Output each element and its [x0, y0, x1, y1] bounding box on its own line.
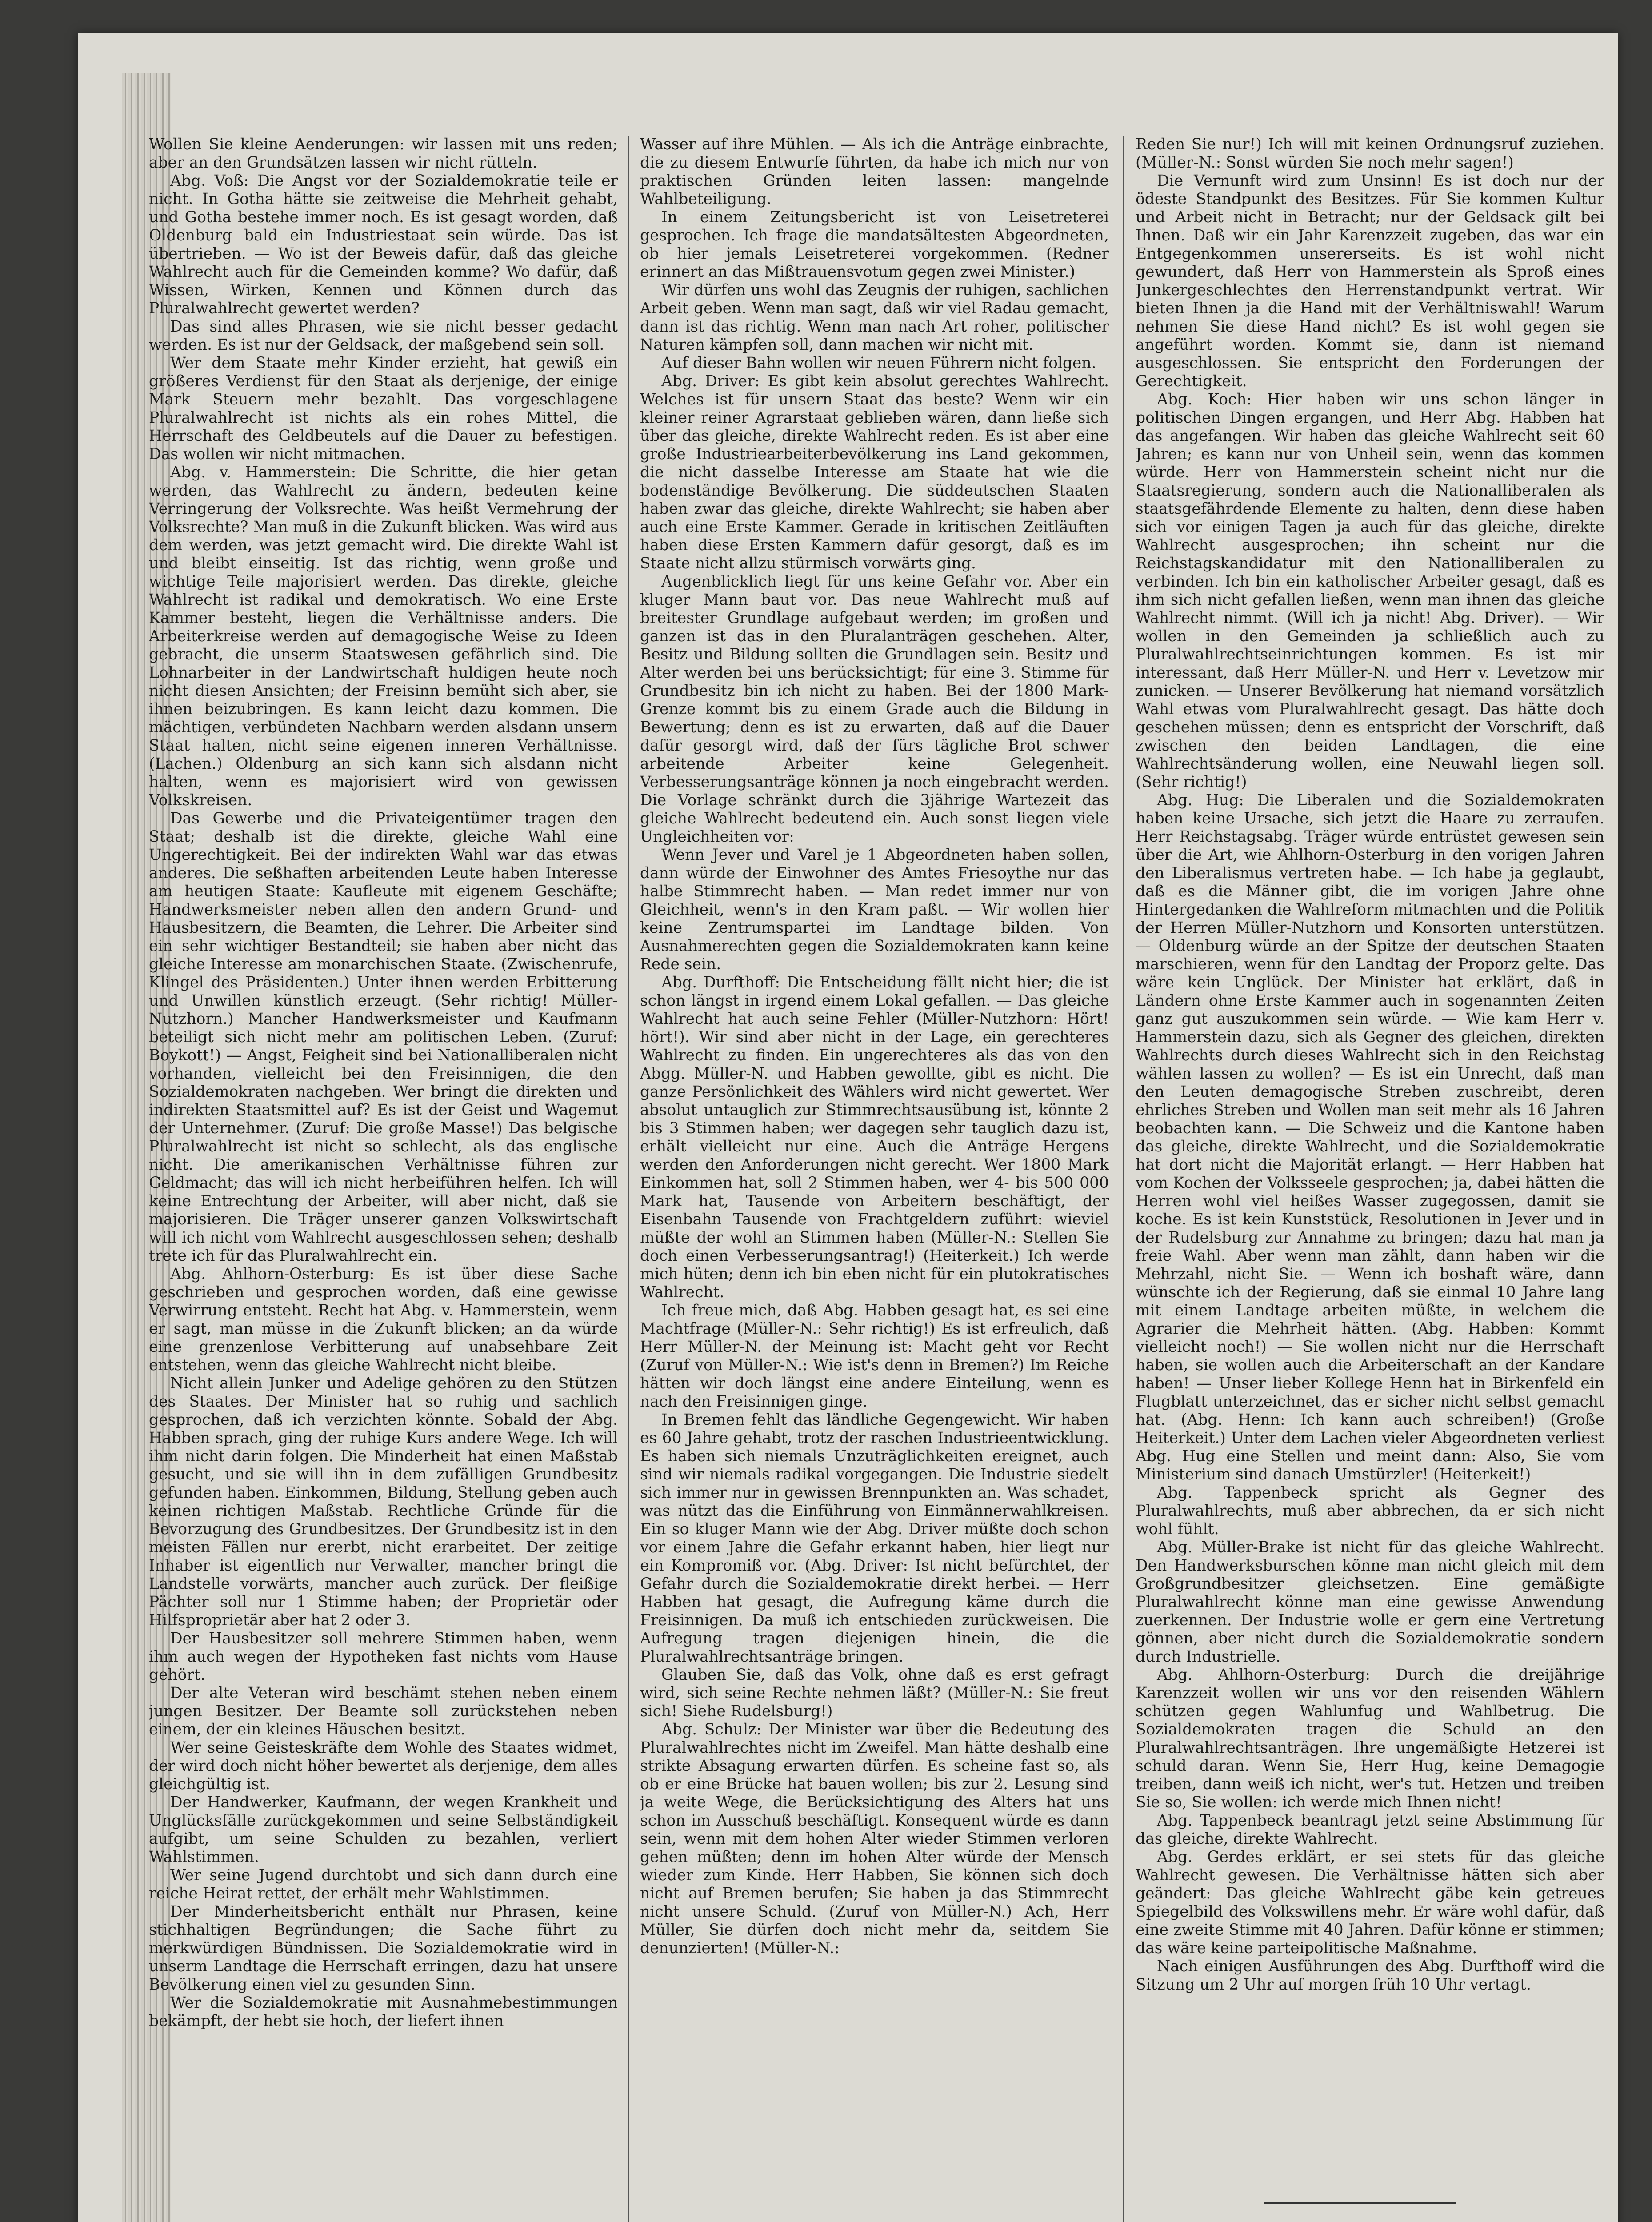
paragraph: Glauben Sie, daß das Volk, ohne daß es erst gefragt wird, sich seine Rechte nehmen läßt? (Müller-N.: Sie freut sich! Siehe Rudelsburg!): [640, 1666, 1109, 1720]
paragraph: Wir dürfen uns wohl das Zeugnis der ruhigen, sachlichen Arbeit geben. Wenn man sagt, daß wir viel Radau gemacht, dann ist das richtig. Wenn man nach Art roher, politischer Naturen kämpfen soll, dann machen wir nicht mit.: [640, 281, 1109, 354]
paragraph: Wasser auf ihre Mühlen. — Als ich die Anträge einbrachte, die zu diesem Entwurfe führten, da habe ich mich nur von praktischen Gründen leiten lassen: mangelnde Wahlbeteiligung.: [640, 136, 1109, 208]
paragraph: Die Vernunft wird zum Unsinn! Es ist doch nur der ödeste Standpunkt des Besitzes. Für Sie kommen Kultur und Arbeit nicht in Betracht; nur der Geldsack gilt bei Ihnen. Daß wir ein Jahr Karenzzeit zugeben, das war ein Entgegenkommen unsererseits. Es ist wohl nicht gewundert, daß Herr von Hammerstein als Sproß eines Junkergeschlechtes den Herrenstandpunkt vertrat. Wir bieten Ihnen ja die Hand mit der Verhältniswahl! Warum nehmen Sie diese Hand nicht? Es ist wohl gegen sie angeführt worden. Kommt sie, dann ist niemand ausgeschlossen. Sie entspricht den Forderungen der Gerechtigkeit.: [1136, 172, 1604, 390]
paragraph: Abg. Hug: Die Liberalen und die Sozialdemokraten haben keine Ursache, sich jetzt die Haare zu zerraufen. Herr Reichstagsabg. Träger würde entrüstet gewesen sein über die Art, wie Ahlhorn-Osterburg in den vorigen Jahren den Liberalismus vertreten habe. — Ich habe ja geglaubt, daß es die Männer gibt, die im vorigen Jahre ohne Hintergedanken die Wahlreform mitmachten und die Politik der Herren Müller-Nutzhorn und Konsorten unterstützen. — Oldenburg würde an der Spitze der deutschen Staaten marschieren, wenn für den Landtag der Proporz gelte. Das wäre kein Unglück. Der Minister hat erklärt, daß in Ländern ohne Erste Kammer auch in sogenannten Zeiten ganz gut auszukommen sein würde. — Wie kam Herr v. Hammerstein dazu, sich als Gegner des gleichen, direkten Wahlrechts durch dieses Wahlrecht sich in den Reichstag wählen lassen zu wollen? — Es ist ein Unrecht, daß man den Leuten demagogische Streben zuschreibt, deren ehrliches Streben und Wollen man seit mehr als 16 Jahren beobachten kann. — Die Schweiz und die Kantone haben das gleiche, direkte Wahlrecht, und die Sozialdemokratie hat dort nicht die Majorität erlangt. — Herr Habben hat vom Kochen der Volksseele gesprochen; ja, dabei hätten die Herren wohl viel heißes Wasser zugegossen, damit sie koche. Es ist kein Kunststück, Resolutionen in Jever und in der Rudelsburg zur Annahme zu bringen; dazu hat man ja freie Wahl. Aber wenn man zählt, dann haben wir die Mehrzahl, nicht Sie. — Wenn ich boshaft wäre, dann wünschte ich der Regierung, daß sie einmal 10 Jahre lang mit einem Landtage arbeiten müßte, in welchem die Agrarier die Mehrheit hätten. (Abg. Habben: Kommt vielleicht noch!) — Sie wollen nicht nur die Herrschaft haben, sie wollen auch die Arbeiterschaft an der Kandare haben! — Unser lieber Kollege Henn hat in Birkenfeld ein Flugblatt unterzeichnet, das er sicher nicht selbst gemacht hat. (Abg. Henn: Ich kann auch schreiben!) (Große Heiterkeit.) Unter dem Lachen vieler Abgeordneten verliest Abg. Hug eine Stellen und meint dann: Also, Sie vom Ministerium sind danach Umstürzler! (Heiterkeit!): [1136, 791, 1604, 1483]
paragraph: Abg. Driver: Es gibt kein absolut gerechtes Wahlrecht. Welches ist für unsern Staat das beste? Wenn wir ein kleiner reiner Agrarstaat geblieben wären, dann ließe sich über das gleiche, direkte Wahlrecht reden. Es ist aber eine große Industriearbeiterbevölkerung ins Land gekommen, die nicht dasselbe Interesse am Staate hat wie die bodenständige Bevölkerung. Die süddeutschen Staaten haben zwar das gleiche, direkte Wahlrecht; sie haben aber auch eine Erste Kammer. Gerade in kritischen Zeitläuften haben diese Ersten Kammern dafür gesorgt, daß es im Staate nicht allzu stürmisch vorwärts ging.: [640, 372, 1109, 572]
paragraph: Abg. Koch: Hier haben wir uns schon länger in politischen Dingen ergangen, und Herr Abg. Habben hat das angefangen. Wir haben das gleiche Wahlrecht seit 60 Jahren; es kann nur von Unheil sein, wenn das kommen würde. Herr von Hammerstein scheint nicht nur die Staatsregierung, sondern auch die Nationalliberalen als staatsgefährdende Elemente zu halten, denn diese haben sich vor einigen Tagen ja auch für das gleiche, direkte Wahlrecht ausgesprochen; ihn scheint nur die Reichstagskandidatur mit den Nationalliberalen zu verbinden. Ich bin ein katholischer Arbeiter gesagt, daß es ihm sich nicht gefallen ließen, wenn man ihnen das gleiche Wahlrecht nimmt. (Will ich ja nicht! Abg. Driver). — Wir wollen in den Gemeinden ja schließlich auch zu Pluralwahlrechtseinrichtungen kommen. Es ist mir interessant, daß Herr Müller-N. und Herr v. Levetzow mir zunicken. — Unserer Bevölkerung hat niemand vorsätzlich Wahl etwas vom Pluralwahlrecht gesagt. Das hätte doch geschehen müssen; denn es entspricht der Vorschrift, daß zwischen den beiden Landtagen, die eine Wahlrechtsänderung wollen, eine Neuwahl liegen soll. (Sehr richtig!): [1136, 391, 1604, 791]
paragraph: Abg. v. Hammerstein: Die Schritte, die hier getan werden, das Wahlrecht zu ändern, bedeuten keine Verringerung der Volksrechte. Was heißt Vermehrung der Volksrechte? Man muß in die Zukunft blicken. Was wird aus dem werden, was jetzt gemacht wird. Die direkte Wahl ist und bleibt einseitig. Ist das richtig, wenn große und wichtige Teile majorisiert werden. Das direkte, gleiche Wahlrecht ist radikal und demokratisch. Wo eine Erste Kammer besteht, liegen die Verhältnisse anders. Die Arbeiterkreise werden auf demagogische Weise zu Ideen gebracht, die unserm Staatswesen gefährlich sind. Die Lohnarbeiter in der Landwirtschaft huldigen heute noch nicht diesen Ansichten; der Freisinn bemüht sich aber, sie ihnen beizubringen. Es kann leicht dazu kommen. Die mächtigen, verbündeten Nachbarn werden alsdann unsern Staat halten, nicht seine eigenen inneren Verhältnisse. (Lachen.) Oldenburg an sich kann sich alsdann nicht halten, wenn es majorisiert wird von gewissen Volkskreisen.: [149, 464, 618, 809]
column-divider: [628, 136, 629, 2222]
paragraph: Das Gewerbe und die Privateigentümer tragen den Staat; deshalb ist die direkte, gleiche Wahl eine Ungerechtigkeit. Bei der indirekten Wahl war das etwas anderes. Die seßhaften arbeitenden Leute haben Interesse am heutigen Staate: Kaufleute mit eigenem Geschäfte; Handwerksmeister neben allen den andern Grund- und Hausbesitzern, die Beamten, die Lehrer. Die Arbeiter sind ein sehr wichtiger Bestandteil; sie haben aber nicht das gleiche Interesse am monarchischen Staate. (Zwischenrufe, Klingel des Präsidenten.) Unter ihnen werden Erbitterung und Unwillen künstlich erzeugt. (Sehr richtig! Müller-Nutzhorn.) Mancher Handwerksmeister und Kaufmann beteiligt sich nicht mehr am politischen Leben. (Zuruf: Boykott!) — Angst, Feigheit sind bei Nationalliberalen nicht vorhanden, vielleicht bei den Freisinnigen, die den Sozialdemokraten nachgeben. Wer bringt die direkten und indirekten Staatsmittel auf? Es ist der Geist und Wagemut der Unternehmer. (Zuruf: Die große Masse!) Das belgische Pluralwahlrecht ist nicht so schlecht, als das englische nicht. Die amerikanischen Verhältnisse führen zur Geldmacht; das will ich nicht herbeiführen helfen. Ich will keine Entrechtung der Arbeiter, will aber nicht, daß sie majorisieren. Die Träger unserer ganzen Volkswirtschaft will ich nicht vom Wahlrecht ausgeschlossen sehen; deshalb trete ich für das Pluralwahlrecht ein.: [149, 810, 618, 1265]
paragraph: Abg. Müller-Brake ist nicht für das gleiche Wahlrecht. Den Handwerksburschen könne man nicht gleich mit dem Großgrundbesitzer gleichsetzen. Eine gemäßigte Pluralwahlrecht könne man eine gewisse Anwendung zuerkennen. Der Industrie wolle er gern eine Vertretung gönnen, aber nicht durch die Sozialdemokratie sondern durch Industrielle.: [1136, 1539, 1604, 1666]
paragraph: Abg. Ahlhorn-Osterburg: Durch die dreijährige Karenzzeit wollen wir uns vor den reisenden Wählern schützen gegen Wahlunfug und Wahlbetrug. Die Sozialdemokraten tragen die Schuld an den Pluralwahlrechtsanträgen. Ihre ungemäßigte Hetzerei ist schuld daran. Wenn Sie, Herr Hug, keine Demagogie treiben, dann weiß ich nicht, wer's tut. Hetzen und treiben Sie so, Sie wollen: ich werde mich Ihnen nicht!: [1136, 1666, 1604, 1811]
paragraph: Wer die Sozialdemokratie mit Ausnahmebestimmungen bekämpft, der hebt sie hoch, der liefert ihnen: [149, 1994, 618, 2030]
paragraph: Der alte Veteran wird beschämt stehen neben einem jungen Besitzer. Der Beamte soll zurückstehen neben einem, der ein kleines Häuschen besitzt.: [149, 1684, 618, 1738]
paragraph: Nicht allein Junker und Adelige gehören zu den Stützen des Staates. Der Minister hat so ruhig und sachlich gesprochen, daß ich verzichten könnte. Sobald der Abg. Habben sprach, ging der ruhige Kurs andere Wege. Ich will ihm nicht darin folgen. Die Minderheit hat einen Maßstab gesucht, und sie will ihn in dem zufälligen Grundbesitz gefunden haben. Einkommen, Bildung, Stellung geben auch keinen richtigen Maßstab. Rechtliche Gründe für die Bevorzugung des Grundbesitzes. Der Grundbesitz ist in den meisten Fällen nur ererbt, nicht erarbeitet. Der zeitige Inhaber ist eigentlich nur Verwalter, mancher bringt die Landstelle vorwärts, mancher auch zurück. Der fleißige Pächter soll nur 1 Stimme haben; der Proprietär oder Hilfsproprietär aber hat 2 oder 3.: [149, 1375, 618, 1629]
paragraph: Wer seine Geisteskräfte dem Wohle des Staates widmet, der wird doch nicht höher bewertet als derjenige, dem alles gleichgültig ist.: [149, 1739, 618, 1793]
paragraph: Wenn Jever und Varel je 1 Abgeordneten haben sollen, dann würde der Einwohner des Amtes Friesoythe nur das halbe Stimmrecht haben. — Man redet immer nur von Gleichheit, wenn's in den Kram paßt. — Wir wollen hier keine Zentrumspartei im Landtage bilden. Von Ausnahmerechten gegen die Sozialdemokraten kann keine Rede sein.: [640, 846, 1109, 973]
paragraph: Wollen Sie kleine Aenderungen: wir lassen mit uns reden; aber an den Grundsätzen lassen wir nicht rütteln.: [149, 136, 618, 172]
paragraph: In Bremen fehlt das ländliche Gegengewicht. Wir haben es 60 Jahre gehabt, trotz der raschen Industrieentwicklung. Es haben sich niemals Unzuträglichkeiten ereignet, auch sind wir niemals radikal vorgegangen. Die Industrie siedelt sich immer nur in gewissen Brennpunkten an. Was schadet, was nützt das die Einführung von Einmännerwahlkreisen. Ein so kluger Mann wie der Abg. Driver müßte doch schon vor einem Jahre die Gefahr erkannt haben, hier liegt nur ein Kompromiß vor. (Abg. Driver: Ist nicht befürchtet, der Gefahr durch die Sozialdemokratie direkt herbei. — Herr Habben hat gesagt, die Aufregung käme durch die Freisinnigen. Da muß ich entschieden zurückweisen. Die Aufregung tragen diejenigen hinein, die die Pluralwahlrechtsanträge bringen.: [640, 1411, 1109, 1666]
text-column-2: [640, 136, 1109, 2222]
paragraph: Reden Sie nur!) Ich will mit keinen Ordnungsruf zuziehen. (Müller-N.: Sonst würden Sie noch mehr sagen!): [1136, 136, 1604, 172]
paragraph: Wer dem Staate mehr Kinder erzieht, hat gewiß ein größeres Verdienst für den Staat als derjenige, der einige Mark Steuern mehr bezahlt. Das vorgeschlagene Pluralwahlrecht ist nichts als ein rohes Mittel, die Herrschaft des Geldbeutels auf die Dauer zu befestigen. Das wollen wir nicht mitmachen.: [149, 354, 618, 463]
paragraph: Auf dieser Bahn wollen wir neuen Führern nicht folgen.: [661, 354, 1096, 372]
end-of-article-rule: [1264, 2202, 1456, 2204]
paragraph: Abg. Durfthoff: Die Entscheidung fällt nicht hier; die ist schon längst in irgend einem Lokal gefallen. — Das gleiche Wahlrecht hat auch seine Fehler (Müller-Nutzhorn: Hört! hört!). Wir sind aber nicht in der Lage, ein gerechteres Wahlrecht zu finden. Ein ungerechteres als das von den Abgg. Müller-N. und Habben gewollte, gibt es nicht. Die ganze Persönlichkeit des Wählers wird nicht gewertet. Wer absolut untauglich zur Stimmrechtsausübung ist, könnte 2 bis 3 Stimmen haben; wer dagegen sehr tauglich dazu ist, erhält vielleicht nur eine. Auch die Anträge Hergens werden den Anforderungen nicht gerecht. Wer 1800 Mark Einkommen hat, soll 2 Stimmen haben, wer 4- bis 500 000 Mark hat, Tausende von Arbeitern beschäftigt, der Eisenbahn Tausende von Frachtgeldern zuführt: wieviel müßte der wohl an Stimmen haben (Müller-N.: Stellen Sie doch einen Verbesserungsantrag!) (Heiterkeit.) Ich werde mich hüten; denn ich bin eben nicht für ein plutokratisches Wahlrecht.: [640, 974, 1109, 1301]
paragraph: Wer seine Jugend durchtobt und sich dann durch eine reiche Heirat rettet, der erhält mehr Wahlstimmen.: [149, 1866, 618, 1902]
paragraph: Abg. Voß: Die Angst vor der Sozialdemokratie teile er nicht. In Gotha hätte sie zeitweise die Mehrheit gehabt, und Gotha bestehe immer noch. Es ist gesagt worden, daß Oldenburg bald ein Industriestaat sein würde. Das ist übertrieben. — Wo ist der Beweis dafür, daß das gleiche Wahlrecht auch für die Gemeinden komme? Wo dafür, daß Wissen, Wirken, Kennen und Können durch das Pluralwahlrecht gewertet werden?: [149, 172, 618, 317]
paragraph: Das sind alles Phrasen, wie sie nicht besser gedacht werden. Es ist nur der Geldsack, der maßgebend sein soll.: [149, 318, 618, 354]
paragraph: Augenblicklich liegt für uns keine Gefahr vor. Aber ein kluger Mann baut vor. Das neue Wahlrecht muß auf breitester Grundlage aufgebaut werden; im großen und ganzen ist das in den Pluralanträgen geschehen. Alter, Besitz und Bildung sollten die Grundlagen sein. Besitz und Alter werden bei uns berücksichtigt; für eine 3. Stimme für Grundbesitz bin ich nicht zu haben. Bei der 1800 Mark-Grenze kommt bis zu einem Grade auch die Bildung in Bewertung; denn es ist zu erwarten, daß auf die Dauer dafür gesorgt wird, daß der fürs tägliche Brot schwer arbeitende Arbeiter keine Gelegenheit. Verbesserungsanträge können ja noch eingebracht werden. Die Vorlage schränkt durch die 3jährige Wartezeit das gleiche Wahlrecht bedeutend ein. Auch sonst liegen viele Ungleichheiten vor:: [640, 573, 1109, 846]
paragraph: Abg. Gerdes erklärt, er sei stets für das gleiche Wahlrecht gewesen. Die Verhältnisse hätten sich aber geändert: Das gleiche Wahlrecht gäbe kein getreues Spiegelbild des Volkswillens mehr. Er wäre wohl dafür, daß eine zweite Stimme mit 40 Jahren. Dafür könne er stimmen; das wäre keine parteipolitische Maßnahme.: [1136, 1848, 1604, 1957]
text-column-3: [1136, 136, 1604, 2222]
column-divider: [1123, 136, 1124, 2222]
paragraph: Abg. Ahlhorn-Osterburg: Es ist über diese Sache geschrieben und gesprochen worden, daß eine gewisse Verwirrung entsteht. Recht hat Abg. v. Hammerstein, wenn er sagt, man müsse in die Zukunft blicken; an da würde eine grenzenlose Verbitterung auf unabsehbare Zeit entstehen, wenn das gleiche Wahlrecht nicht bleibe.: [149, 1265, 618, 1374]
paragraph: Abg. Tappenbeck beantragt jetzt seine Abstimmung für das gleiche, direkte Wahlrecht.: [1136, 1812, 1604, 1848]
paragraph: Abg. Schulz: Der Minister war über die Bedeutung des Pluralwahlrechtes nicht im Zweifel. Man hätte deshalb eine strikte Absagung erwarten dürfen. Es scheine fast so, als ob er eine Brücke hat bauen wollen; bis zur 2. Lesung sind ja weite Wege, die Berücksichtigung des Alters hat uns schon im Ausschuß beschäftigt. Konsequent würde es dann sein, wenn mit dem hohen Alter wieder Stimmen verloren gehen müßten; denn im hohen Alter würde der Mensch wieder zum Kinde. Herr Habben, Sie können sich doch nicht auf Bremen berufen; Sie haben ja das Stimmrecht nicht unsere Schuld. (Zuruf von Müller-N.) Ach, Herr Müller, Sie dürfen doch nicht mehr da, seitdem Sie denunzierten! (Müller-N.:: [640, 1721, 1109, 1957]
paragraph: Der Minderheitsbericht enthält nur Phrasen, keine stichhaltigen Begründungen; die Sache führt zu merkwürdigen Bündnissen. Die Sozialdemokratie wird in unserm Landtage die Herrschaft erringen, dazu hat unsere Bevölkerung einen viel zu gesunden Sinn.: [149, 1903, 618, 1994]
paragraph: Ich freue mich, daß Abg. Habben gesagt hat, es sei eine Machtfrage (Müller-N.: Sehr richtig!) Es ist erfreulich, daß Herr Müller-N. der Meinung ist: Macht geht vor Recht (Zuruf von Müller-N.: Wie ist's denn in Bremen?) Im Reiche hätten wir doch längst eine andere Einteilung, wenn es nach den Freisinnigen ginge.: [640, 1302, 1109, 1411]
paragraph: In einem Zeitungsbericht ist von Leisetreterei gesprochen. Ich frage die mandatsältesten Abgeordneten, ob hier jemals Leisetreterei vorgekommen. (Redner erinnert an das Mißtrauensvotum gegen zwei Minister.): [640, 208, 1109, 281]
paragraph: Der Hausbesitzer soll mehrere Stimmen haben, wenn ihm auch wegen der Hypotheken fast nichts vom Hause gehört.: [149, 1630, 618, 1684]
paragraph: Nach einigen Ausführungen des Abg. Durfthoff wird die Sitzung um 2 Uhr auf morgen früh 10 Uhr vertagt.: [1136, 1958, 1604, 1994]
text-column-1: [149, 136, 618, 2222]
newspaper-page: [78, 33, 1618, 2222]
paragraph: Der Handwerker, Kaufmann, der wegen Krankheit und Unglücksfälle zurückgekommen und seine Selbständigkeit aufgibt, um seine Schulden zu bezahlen, verliert Wahlstimmen.: [149, 1794, 618, 1866]
paragraph: Abg. Tappenbeck spricht als Gegner des Pluralwahlrechts, muß aber abbrechen, da er sich nicht wohl fühlt.: [1136, 1484, 1604, 1538]
